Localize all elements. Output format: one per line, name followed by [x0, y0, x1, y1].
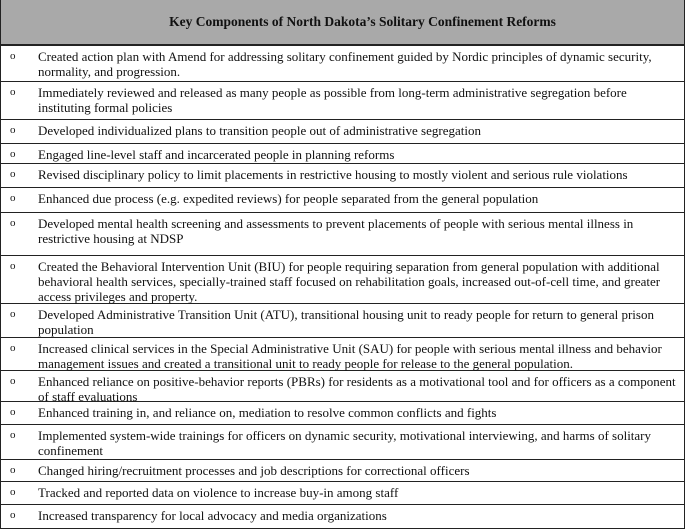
row-text: Increased transparency for local advocacy and media organizations	[38, 508, 387, 523]
row-text: Implemented system-wide trainings for officers on dynamic security, motivational interviewing, and harms of solitary confinement	[38, 428, 652, 458]
table-row	[1, 164, 684, 188]
row-text: Developed mental health screening and assessments to prevent placements of people with serious mental illness in restrictive housing at NDSP	[38, 216, 634, 246]
bullet-icon: o	[10, 509, 16, 521]
bullet-icon: o	[10, 375, 16, 387]
table-row	[1, 482, 684, 505]
row-text: Developed Administrative Transition Unit (ATU), transitional housing unit to ready people for return to general prison population	[38, 307, 654, 337]
row-text: Created the Behavioral Intervention Unit (BIU) for people requiring separation from general population with additional behavioral health services, specially-trained staff focused on rehabilitation goals, increased out-of-cell time, and greater access privileges and property.	[38, 259, 661, 304]
row-text: Immediately reviewed and released as many people as possible from long-term administrative segregation before instituting formal policies	[38, 85, 627, 115]
row-text: Engaged line-level staff and incarcerated people in planning reforms	[38, 147, 395, 162]
table-row	[1, 338, 684, 371]
table-title: Key Components of North Dakota’s Solitary Confinement Reforms	[169, 14, 556, 29]
row-text: Tracked and reported data on violence to increase buy-in among staff	[38, 485, 399, 500]
bullet-icon: o	[10, 429, 16, 441]
table-row	[1, 120, 684, 144]
bullet-icon: o	[10, 168, 16, 180]
bullet-icon: o	[10, 308, 16, 320]
row-text: Enhanced training in, and reliance on, mediation to resolve common conflicts and fights	[38, 405, 497, 420]
bullet-icon: o	[10, 486, 16, 498]
bullet-icon: o	[10, 86, 16, 98]
table-row	[1, 213, 684, 256]
table-row	[1, 46, 684, 82]
table-row	[1, 371, 684, 402]
bullet-icon: o	[10, 217, 16, 229]
row-text: Revised disciplinary policy to limit placements in restrictive housing to mostly violent and serious rule violations	[38, 167, 628, 182]
bullet-icon: o	[10, 464, 16, 476]
table-row	[1, 402, 684, 425]
row-text: Developed individualized plans to transition people out of administrative segregation	[38, 123, 481, 138]
table-row	[1, 460, 684, 482]
table-row	[1, 144, 684, 164]
row-text: Created action plan with Amend for addressing solitary confinement guided by Nordic principles of dynamic security, normality, and progression.	[38, 49, 652, 79]
bullet-icon: o	[10, 342, 16, 354]
table-row	[1, 425, 684, 460]
row-text: Changed hiring/recruitment processes and job descriptions for correctional officers	[38, 463, 470, 478]
bullet-icon: o	[10, 260, 16, 272]
table-row	[1, 188, 684, 213]
bullet-icon: o	[10, 148, 16, 160]
row-text: Increased clinical services in the Special Administrative Unit (SAU) for people with serious mental illness and behavior management issues and created a transitional unit to ready people for release to the general population.	[38, 341, 662, 371]
table-row	[1, 505, 684, 528]
table-row	[1, 256, 684, 304]
row-text: Enhanced due process (e.g. expedited reviews) for people separated from the general population	[38, 191, 539, 206]
bullet-icon: o	[10, 124, 16, 136]
row-text: Enhanced reliance on positive-behavior reports (PBRs) for residents as a motivational tool and for officers as a component of staff evaluations	[38, 374, 676, 404]
table-row	[1, 304, 684, 338]
table-row	[1, 82, 684, 120]
bullet-icon: o	[10, 192, 16, 204]
table-header	[1, 0, 684, 46]
bullet-icon: o	[10, 50, 16, 62]
bullet-icon: o	[10, 406, 16, 418]
